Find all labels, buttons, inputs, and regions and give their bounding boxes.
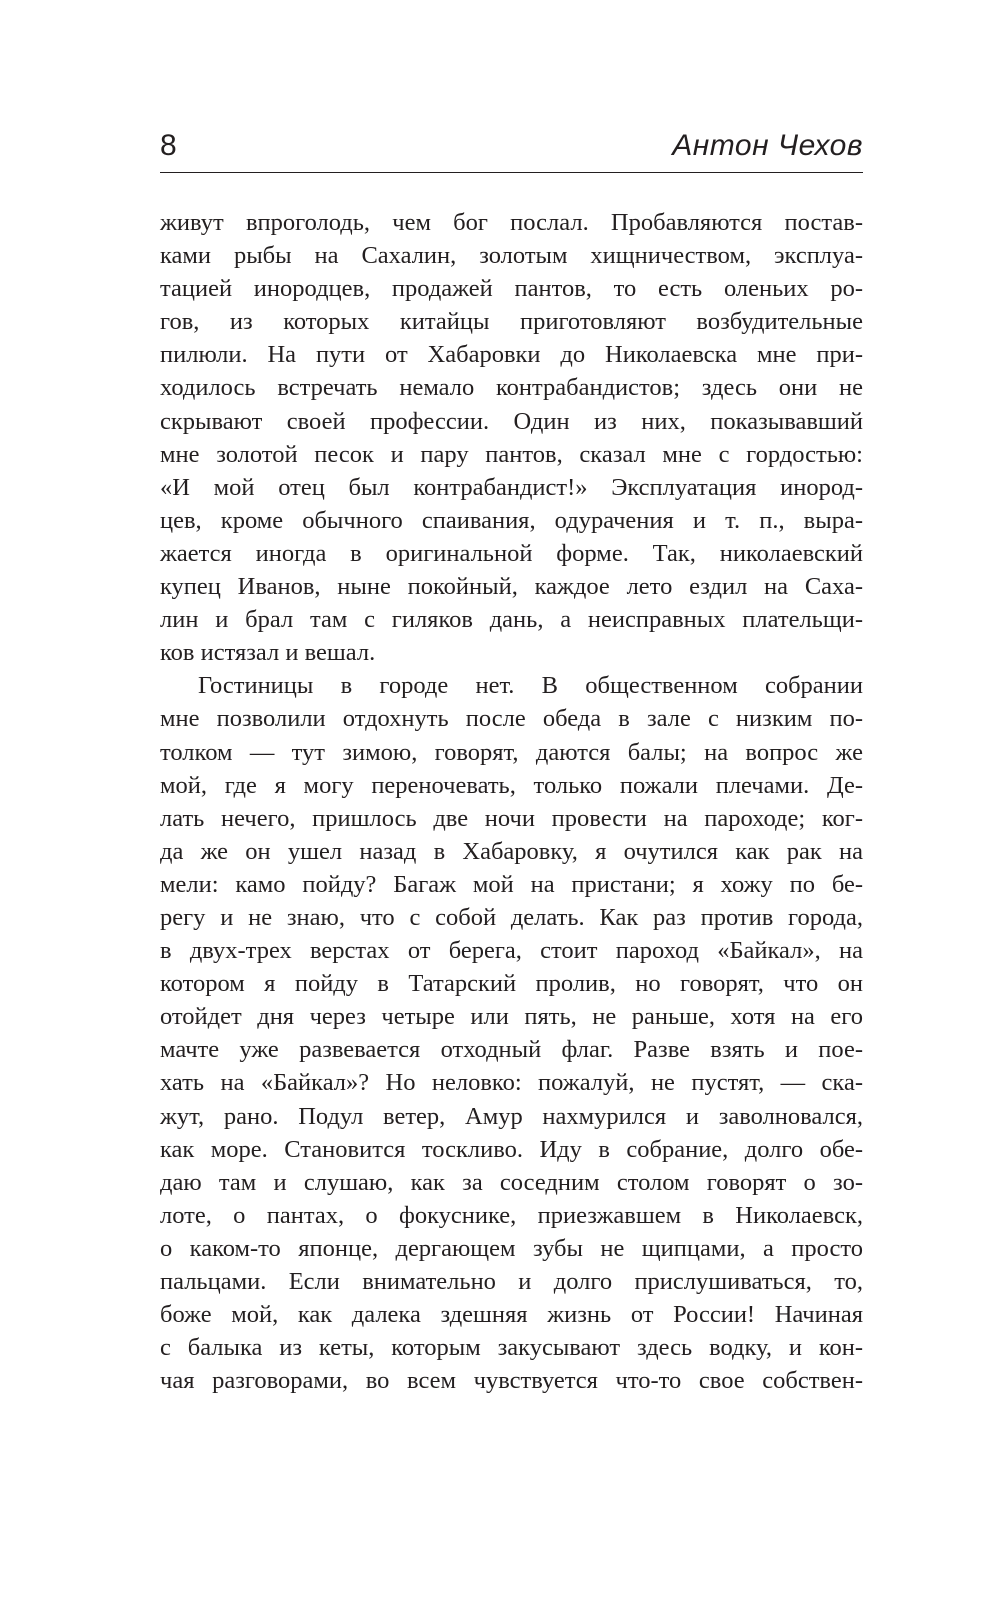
text-line: жут, рано. Подул ветер, Амур нахмурился и заволновался,: [160, 1102, 863, 1130]
text-line: регу и не знаю, что с собой делать. Как раз против города,: [160, 903, 863, 931]
page-number: 8: [160, 129, 177, 162]
text-line: пальцами. Если внимательно и долго прислушиваться, то,: [160, 1268, 863, 1295]
text-line: скрывают своей профессии. Один из них, показывавший: [160, 407, 863, 435]
text-line: мне позволили отдохнуть после обеда в зале с низким по-: [160, 705, 863, 733]
text-line: живут впроголодь, чем бог послал. Пробавляются постав-: [160, 209, 863, 236]
text-line: да же он ушел назад в Хабаровку, я очутился как рак на: [160, 837, 863, 865]
text-line: лоте, о пантах, о фокуснике, приезжавшем в Николаевск,: [160, 1201, 863, 1229]
text-line: мели: камо пойду? Багаж мой на пристани; я хожу по бе-: [160, 870, 863, 898]
text-line: ходилось встречать немало контрабандистов; здесь они не: [160, 374, 863, 402]
paragraph: [160, 669, 863, 1397]
text-line: «И мой отец был контрабандист!» Эксплуатация инород-: [160, 473, 863, 501]
text-line: хать на «Байкал»? Но неловко: пожалуй, не пустят, — ска-: [160, 1069, 863, 1097]
text-line: толком — тут зимою, говорят, даются балы; на вопрос же: [160, 738, 863, 766]
paragraph: [160, 206, 863, 669]
page-header: [160, 128, 863, 173]
text-line: котором я пойду в Татарский пролив, но говорят, что он: [160, 970, 863, 998]
running-head-author: Антон Чехов: [672, 129, 863, 162]
text-line: жается иногда в оригинальной форме. Так, николаевский: [160, 539, 863, 567]
text-line: тацией инородцев, продажей пантов, то есть оленьих ро-: [160, 275, 863, 303]
text-line: с балыка из кеты, которым закусывают здесь водку, и кон-: [160, 1334, 863, 1362]
text-line: как море. Становится тоскливо. Иду в собрание, долго обе-: [160, 1135, 863, 1163]
text-line: гов, из которых китайцы приготовляют возбудительные: [160, 308, 863, 336]
text-line: даю там и слушаю, как за соседним столом говорят о зо-: [160, 1168, 863, 1196]
text-line: купец Иванов, ныне покойный, каждое лето ездил на Саха-: [160, 573, 863, 601]
body-text: [160, 206, 863, 1397]
text-line: боже мой, как далека здешняя жизнь от России! Начиная: [160, 1301, 863, 1329]
text-line: цев, кроме обычного спаивания, одурачения и т. п., выра-: [160, 506, 863, 534]
text-line: ками рыбы на Сахалин, золотым хищничеством, эксплуа-: [160, 242, 863, 270]
text-line: о каком-то японце, дергающем зубы не щипцами, а просто: [160, 1234, 863, 1262]
text-line: ков истязал и вешал.: [160, 639, 376, 667]
text-line: в двух-трех верстах от берега, стоит пароход «Байкал», на: [160, 937, 863, 965]
text-line: лать нечего, пришлось две ночи провести на пароходе; ког-: [160, 804, 863, 832]
text-line: мне золотой песок и пару пантов, сказал мне с гордостью:: [160, 440, 863, 468]
text-line: Гостиницы в городе нет. В общественном собрании: [198, 672, 863, 700]
text-line: пилюли. На пути от Хабаровки до Николаевска мне при-: [160, 341, 863, 369]
text-line: мой, где я могу переночевать, только пожали плечами. Де-: [160, 771, 863, 799]
text-line: чая разговорами, во всем чувствуется что-то свое собствен-: [160, 1367, 863, 1395]
text-line: мачте уже развевается отходный флаг. Разве взять и пое-: [160, 1036, 863, 1064]
text-line: лин и брал там с гиляков дань, а неисправных плательщи-: [160, 606, 863, 634]
text-line: отойдет дня через четыре или пять, не раньше, хотя на его: [160, 1003, 863, 1031]
